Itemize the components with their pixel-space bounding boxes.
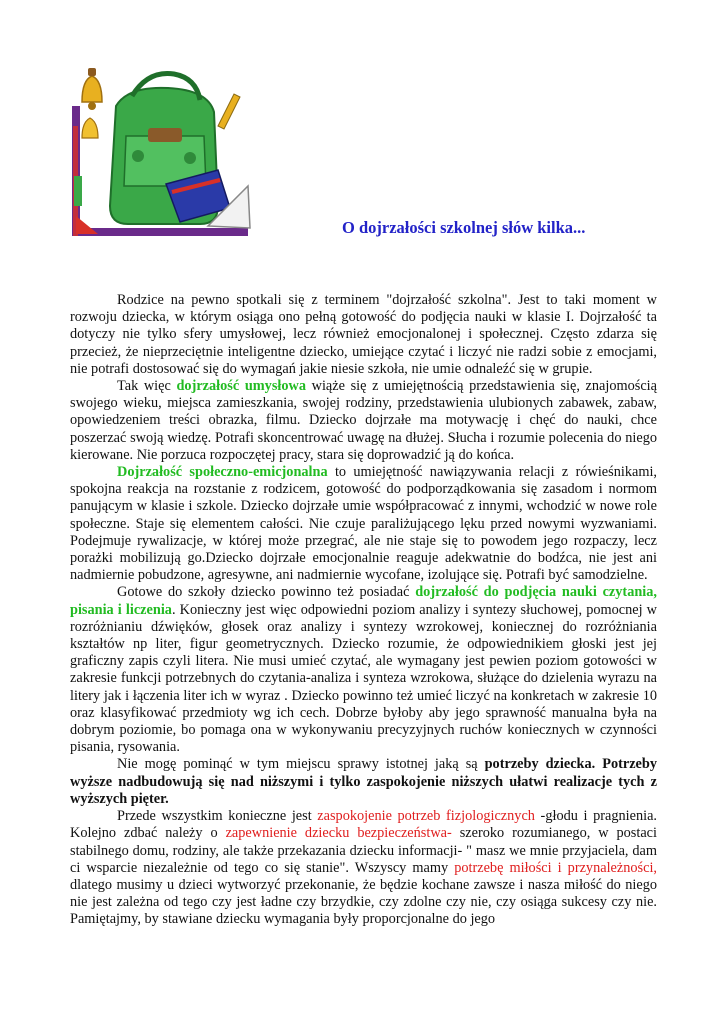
- text-run: -głodu i pragnienia. Kolejno zdbać należy o: [70, 808, 657, 842]
- bold-needs-statement: potrzeby dziecka. Potrzeby wyższe nadbudowują się nad niższymi i tylko zaspokojenie niższych ułatwi realizacje tych z wyższych pięter.: [70, 756, 657, 807]
- paragraph-social-maturity: [70, 464, 657, 584]
- paragraph-needs-hierarchy: [70, 808, 657, 928]
- highlight-physiological-needs: zaspokojenie potrzeb fizjologicznych: [317, 808, 535, 825]
- text-run: szeroko rozumianego, w postaci stabilnego domu, rodziny, ale także przekazania dziecku informacji- " masz we mnie przyjaciela, dam ci wsparcie niezależnie od tego co się stanie". Wszyscy mamy: [70, 825, 657, 876]
- text-run: Nie mogę pominąć w tym miejscu sprawy istotnej jaką są: [117, 756, 485, 773]
- highlight-safety-needs: zapewnienie dziecku bezpieczeństwa-: [225, 825, 452, 842]
- highlight-reading-maturity: dojrzałość do podjęcia nauki czytania, pisania i liczenia: [70, 584, 657, 618]
- paragraph-mental-maturity: [70, 378, 657, 464]
- text-run: Gotowe do szkoły dziecko powinno też posiadać: [117, 584, 416, 601]
- text-run: . Konieczny jest więc odpowiedni poziom analizy i syntezy słuchowej, pomocnej w rozróżnianiu dźwięków, głosek oraz analizy i syntezy wzrokowej, koniecznej do rozróżniania kształtów np liter, figur geometrycznych. Dziecko rozumie, że odpowiednikiem głoski jest jej graficzny zapis czyli litera. Nie musi umieć czytać, ale wymagany jest pewien poziom gotowości w zakresie funkcji potrzebnych do czytania-analiza i synteza wzrokowa, służące do dzielenia wyrazu na litery jak i łączenia liter ich w wyraz . Dziecko powinno też umieć liczyć na konkretach w zakresie 10 oraz klasyfikować przedmioty wg ich cech. Dobrze byłoby aby jego sprawność manualna była na dobrym poziomie, bo pomaga ona w wykonywaniu precyzyjnych ruchów koniecznych w czynności pisania, rysowania.: [70, 601, 658, 756]
- paragraph-intro: Rodzice na pewno spotkali się z terminem "dojrzałość szkolna". Jest to taki moment w rozwoju dziecka, w którym osiąga ono pełną gotowość do podjęcia nauki w klasie I. Dojrzałość ta dotyczy nie tylko sfery umysłowej, lecz również emocjonalonej i społecznej. Często zdarza się przecież, że nieprzeciętnie inteligentne dziecko, umiejące czytać i liczyć nie radzi sobie z emocjami, nie potrafi dostosować się do wymagań jakie niesie szkoła, nie umie odnaleźć się w grupie.: [70, 292, 657, 377]
- article-body: [70, 292, 657, 929]
- highlight-love-needs: potrzebę miłości i przynależności,: [454, 859, 657, 876]
- highlight-social-maturity: Dojrzałość społeczno-emicjonalna: [117, 464, 328, 481]
- text-run: dlatego musimy u dzieci wytworzyć przekonanie, że będzie kochane zawsze i nasza miłość do niego nie jest zależna od tego czy jest ładne czy brzydkie, czy zdolne czy nie, czy osiąga sukcesy czy nie. Pamiętajmy, by stawiane dziecku wymagania były proporcjonalne do jego: [70, 876, 657, 928]
- paragraph-needs: [70, 756, 657, 808]
- text-run: Tak więc: [117, 378, 177, 395]
- school-backpack-illustration: [68, 66, 258, 241]
- highlight-mental-maturity: dojrzałość umysłowa: [176, 378, 306, 395]
- text-run: to umiejętność nawiązywania relacji z rówieśnikami, spokojna reakcja na rozstanie z rodzicem, gotowość do podporządkowania się zasadom i normom panującym w klasie i szkole. Dziecko dojrzałe umie współpracować z innymi, wchodzić w nowe role społeczne. Staje się elementem całości. Nie czuje paraliżującego lęku przed nowymi wyzwaniami. Podejmuje rywalizacje, w której może przegrać, ale nie staje się to powodem jego rozpaczy, lecz porażki mobilizują go.Dziecko dojrzałe emocjonalnie reaguje adekwatnie do bodźca, nie jest ani nadmiernie pobudzone, agresywne, ani nadmiernie wycofane, izolujące się. Potrafi być samodzielne.: [70, 464, 657, 584]
- text-run: wiąże się z umiejętnością przedstawienia się, znajomością swojego wieku, miejsca zamieszkania, swojej rodziny, przedstawienia ulubionych zabawek, zabaw, opowiedzeniem treści obrazka, filmu. Dziecko dojrzałe ma motywację i chęć do nauki, chce poszerzać swoją wiedzę. Potrafi skoncentrować uwagę na dłużej. Słucha i rozumie polecenia do niego kierowane. Nie porzuca rozpoczętej pracy, stara się doprowadzić ją do końca.: [70, 378, 657, 463]
- text-run: Przede wszystkim konieczne jest: [117, 808, 318, 825]
- page-title: O dojrzałości szkolnej słów kilka...: [342, 218, 586, 237]
- backpack-bell-icon: [68, 66, 258, 241]
- paragraph-reading-maturity: [70, 584, 657, 756]
